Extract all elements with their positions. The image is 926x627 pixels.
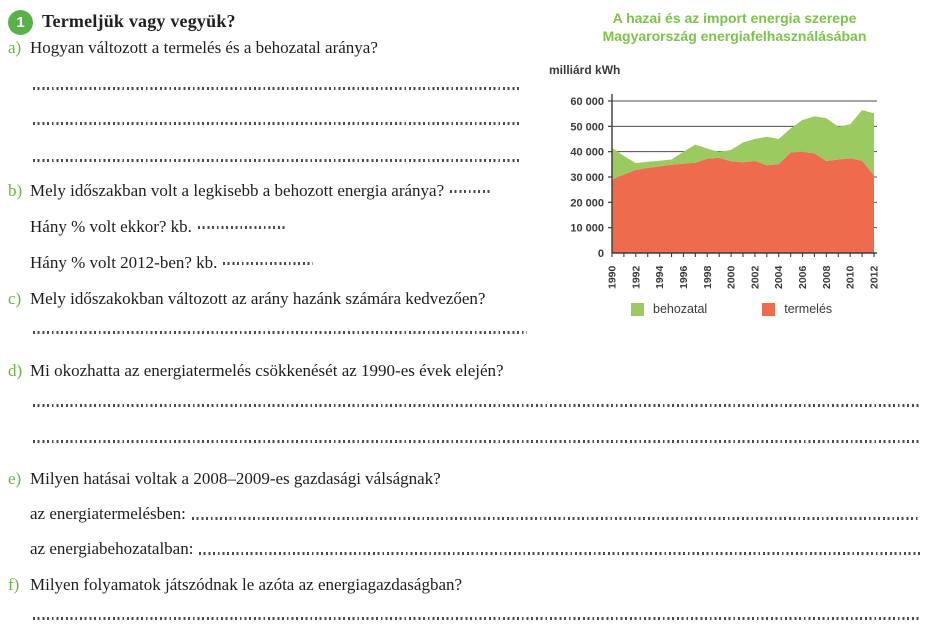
svg-text:0: 0 xyxy=(597,248,604,260)
svg-text:10 000: 10 000 xyxy=(570,222,604,235)
answer-line xyxy=(223,262,313,265)
question-e-sub2 xyxy=(8,539,920,559)
question-e-sub1-text: az energiatermelésben: xyxy=(30,504,186,523)
svg-text:2000: 2000 xyxy=(725,265,738,289)
svg-text:2004: 2004 xyxy=(773,265,786,289)
energy-chart xyxy=(543,6,926,326)
page-title: Termeljük vagy vegyük? xyxy=(42,11,236,31)
question-a-letter: a) xyxy=(8,38,22,57)
answer-line xyxy=(33,617,920,620)
question-d xyxy=(8,361,504,381)
svg-text:2010: 2010 xyxy=(844,265,857,289)
answer-line xyxy=(33,87,522,90)
legend-label-behozatal: behozatal xyxy=(653,302,708,316)
svg-text:1998: 1998 xyxy=(701,265,714,289)
question-e-text: Milyen hatásai voltak a 2008–2009-es gazdasági válságnak? xyxy=(30,469,441,488)
answer-line xyxy=(33,404,920,407)
question-e-sub2-text: az energiabehozatalban: xyxy=(30,539,194,558)
chart-title-line1: A hazai és az import energia szerepe xyxy=(612,10,857,26)
question-a-text: Hogyan változott a termelés és a behozatal aránya? xyxy=(30,38,378,57)
question-e-letter: e) xyxy=(8,469,22,488)
svg-text:40 000: 40 000 xyxy=(570,146,604,159)
behozatal-swatch xyxy=(631,303,644,316)
question-b-sub1 xyxy=(8,217,286,237)
svg-text:50 000: 50 000 xyxy=(570,121,604,134)
answer-line xyxy=(198,226,286,229)
svg-text:1990: 1990 xyxy=(606,265,619,289)
svg-text:60 000: 60 000 xyxy=(570,96,604,108)
answer-line xyxy=(33,159,522,162)
y-axis-unit-label: milliárd kWh xyxy=(549,63,621,77)
svg-text:1996: 1996 xyxy=(678,265,690,289)
svg-text:1994: 1994 xyxy=(654,265,667,289)
question-b-sub1-text: Hány % volt ekkor? kb. xyxy=(30,217,192,236)
question-c xyxy=(8,289,485,309)
answer-line xyxy=(450,190,492,193)
question-b-letter: b) xyxy=(8,181,23,200)
chart-title-line2: Magyarország energiafelhasználásában xyxy=(602,27,867,44)
answer-line xyxy=(33,440,920,443)
termeles-swatch xyxy=(762,303,775,316)
svg-text:2006: 2006 xyxy=(797,265,809,289)
svg-text:20 000: 20 000 xyxy=(570,197,604,210)
question-c-letter: c) xyxy=(8,289,22,308)
question-e xyxy=(8,469,441,489)
question-b xyxy=(8,181,492,201)
question-d-letter: d) xyxy=(8,361,23,380)
question-f-text: Milyen folyamatok játszódnak le azóta az energiagazdaságban? xyxy=(30,575,463,594)
question-b-sub2-text: Hány % volt 2012-ben? kb. xyxy=(30,253,218,272)
svg-text:30 000: 30 000 xyxy=(570,172,604,184)
question-a xyxy=(8,38,378,58)
question-b-text: Mely időszakban volt a legkisebb a behozott energia aránya? xyxy=(30,181,445,200)
legend-item-termeles xyxy=(762,302,832,316)
svg-text:2012: 2012 xyxy=(868,265,881,289)
answer-line xyxy=(199,552,920,555)
question-f xyxy=(8,575,462,595)
svg-text:2008: 2008 xyxy=(820,265,833,289)
svg-text:1992: 1992 xyxy=(630,265,643,289)
chart-legend xyxy=(631,302,832,316)
answer-line xyxy=(33,331,527,334)
task-number-badge: 1 xyxy=(8,10,33,35)
stacked-area-plot xyxy=(543,86,926,298)
question-e-sub1 xyxy=(8,504,920,524)
legend-label-termeles: termelés xyxy=(784,302,833,316)
svg-text:2002: 2002 xyxy=(749,265,762,289)
question-d-text: Mi okozhatta az energiatermelés csökkenését az 1990-es évek elején? xyxy=(30,361,504,380)
question-c-text: Mely időszakokban változott az arány hazánk számára kedvezően? xyxy=(30,289,486,308)
question-f-letter: f) xyxy=(8,575,20,594)
chart-title xyxy=(543,10,926,45)
answer-line xyxy=(192,517,920,520)
legend-item-behozatal xyxy=(631,302,707,316)
question-b-sub2 xyxy=(8,253,313,273)
answer-line xyxy=(33,122,522,125)
